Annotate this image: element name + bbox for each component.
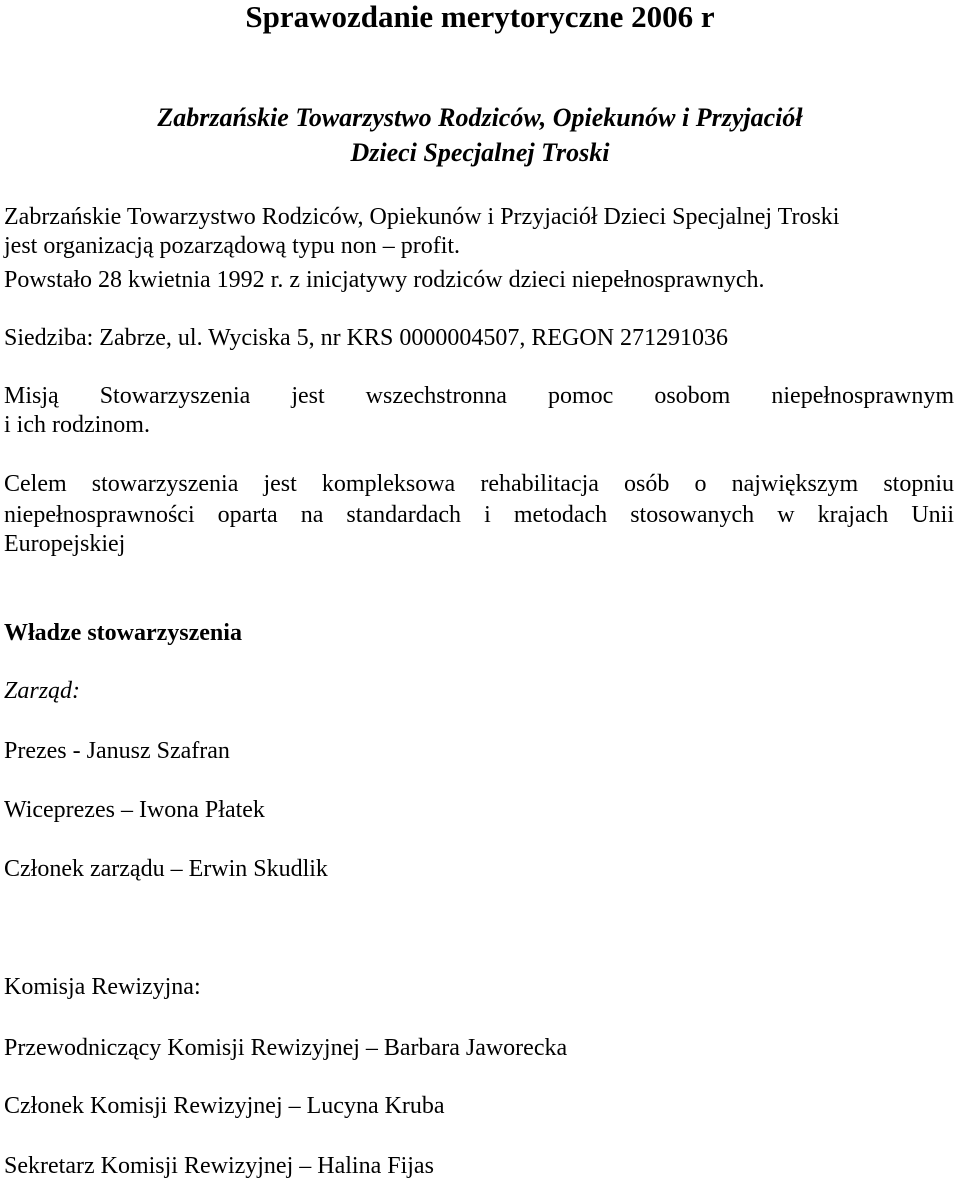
seat-info: Siedziba: Zabrze, ul. Wyciska 5, nr KRS 0000004507, REGON 271291036 xyxy=(4,325,729,351)
authorities-heading: Władze stowarzyszenia xyxy=(4,620,242,646)
mission-line-1: Misją Stowarzyszenia jest wszechstronna pomoc osobom niepełnosprawnym xyxy=(4,383,954,409)
audit-committee-secretary: Sekretarz Komisji Rewizyjnej – Halina Fijas xyxy=(4,1153,434,1179)
audit-committee-label: Komisja Rewizyjna: xyxy=(4,974,201,1000)
document-title: Sprawozdanie merytoryczne 2006 r xyxy=(245,0,715,34)
goal-line-1: Celem stowarzyszenia jest kompleksowa rehabilitacja osób o największym stopniu xyxy=(4,471,954,497)
goal-line-3: Europejskiej xyxy=(4,531,126,557)
audit-committee-chair: Przewodniczący Komisji Rewizyjnej – Barbara Jaworecka xyxy=(4,1035,568,1061)
board-label: Zarząd: xyxy=(4,678,81,704)
mission-line-2: i ich rodzinom. xyxy=(4,412,150,438)
board-member-vice-president: Wiceprezes – Iwona Płatek xyxy=(4,797,265,823)
board-member-president: Prezes - Janusz Szafran xyxy=(4,738,230,764)
intro-line-3: Powstało 28 kwietnia 1992 r. z inicjatywy rodziców dzieci niepełnosprawnych. xyxy=(4,267,765,293)
intro-line-1: Zabrzańskie Towarzystwo Rodziców, Opiekunów i Przyjaciół Dzieci Specjalnej Troski xyxy=(4,204,840,230)
organization-heading-line-1: Zabrzańskie Towarzystwo Rodziców, Opiekunów i Przyjaciół xyxy=(157,103,803,132)
intro-line-2: jest organizacją pozarządową typu non – profit. xyxy=(4,233,461,259)
audit-committee-member: Członek Komisji Rewizyjnej – Lucyna Kruba xyxy=(4,1093,445,1119)
board-member: Członek zarządu – Erwin Skudlik xyxy=(4,856,328,882)
organization-heading-line-2: Dzieci Specjalnej Troski xyxy=(350,138,610,167)
goal-line-2: niepełnosprawności oparta na standardach i metodach stosowanych w krajach Unii xyxy=(4,502,954,528)
